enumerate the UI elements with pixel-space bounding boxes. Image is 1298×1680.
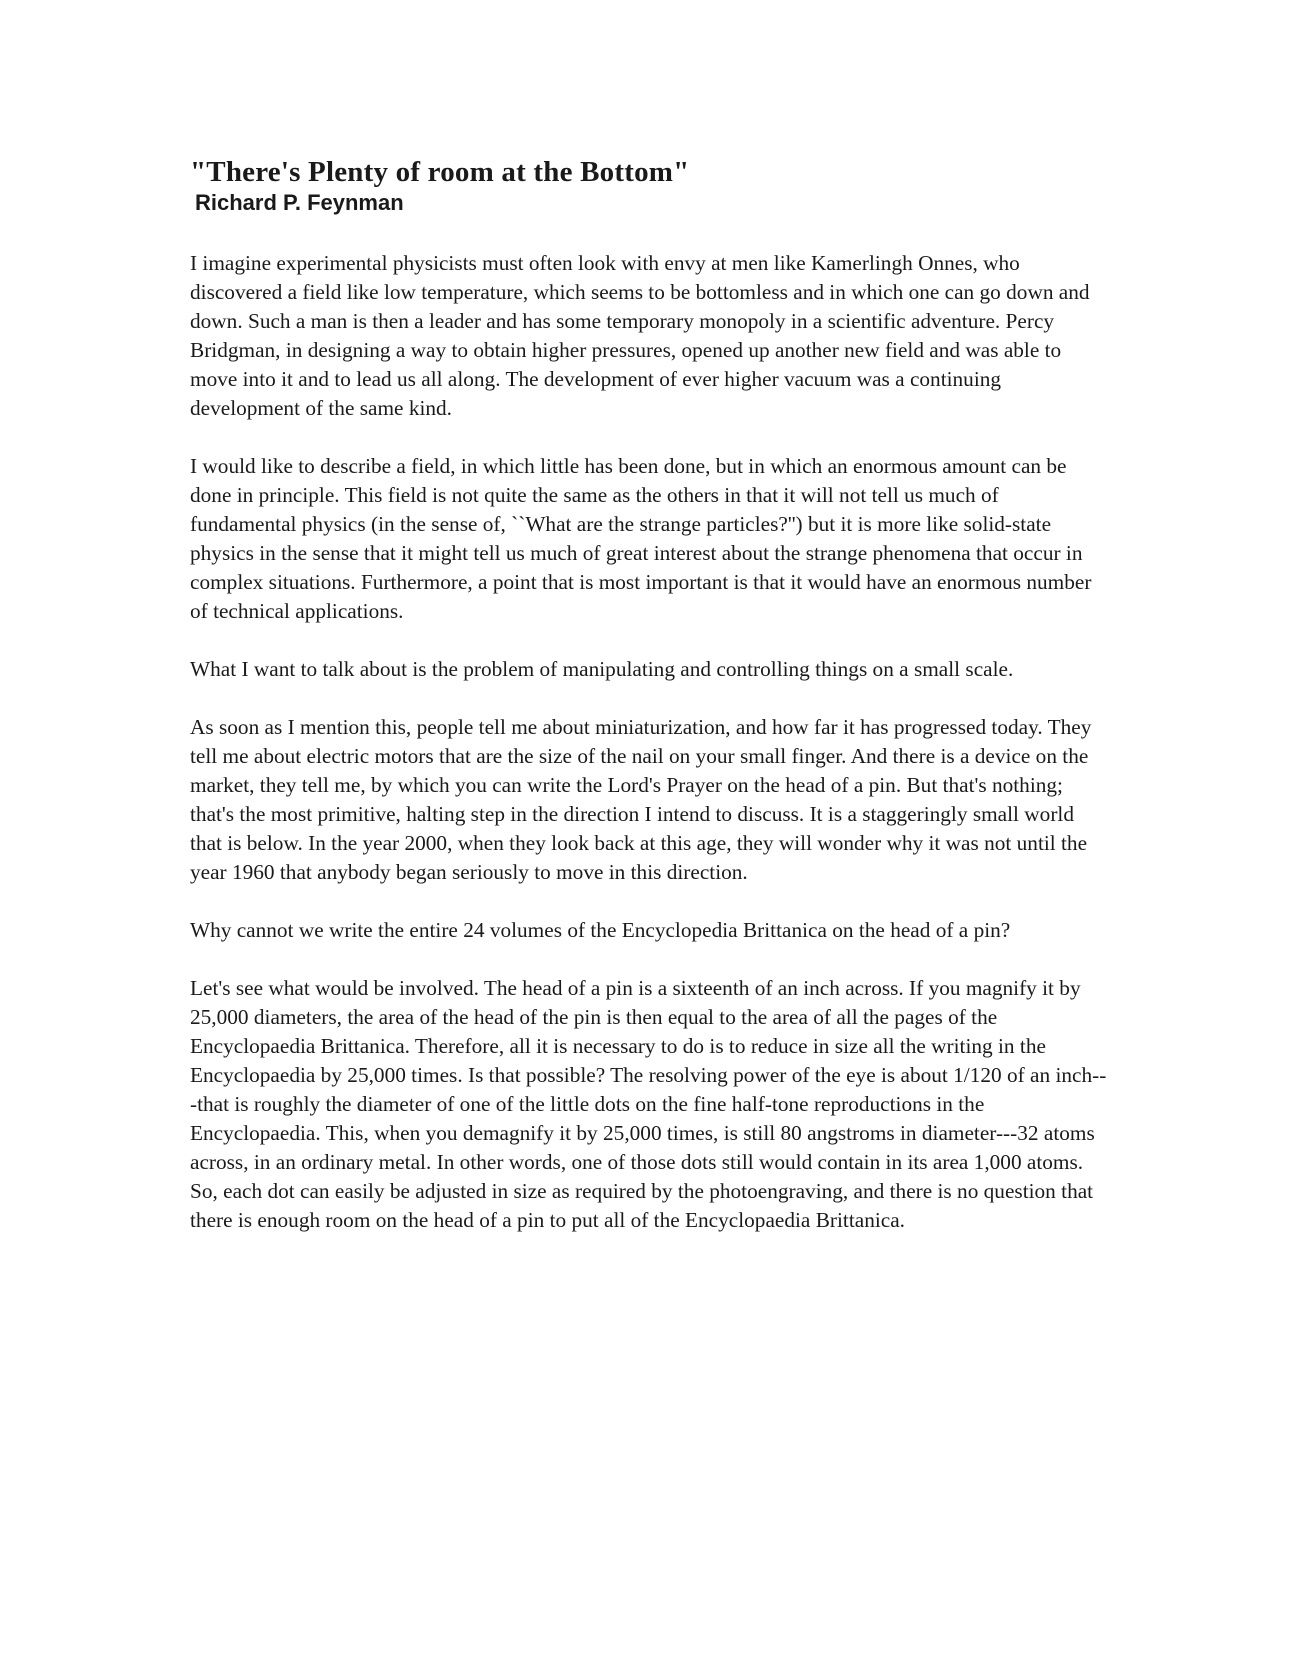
paragraph-3: What I want to talk about is the problem of manipulating and controlling things on a small scale. bbox=[190, 657, 1014, 681]
document-page bbox=[190, 155, 1110, 1264]
document-author: Richard P. Feynman bbox=[195, 190, 404, 215]
paragraph-4: As soon as I mention this, people tell me about miniaturization, and how far it has progressed today. They tell me about electric motors that are the size of the nail on your small finger. And there is a device on the market, they tell me, by which you can write the Lord's Prayer on the head of a pin. But that's nothing; that's the most primitive, halting step in the direction I intend to discuss. It is a staggeringly small world that is below. In the year 2000, when they look back at this age, they will wonder why it was not until the year 1960 that anybody began seriously to move in this direction. bbox=[190, 715, 1092, 884]
paragraph-6: Let's see what would be involved. The head of a pin is a sixteenth of an inch across. If you magnify it by 25,000 diameters, the area of the head of the pin is then equal to the area of all the pages of the Encyclopaedia Brittanica. Therefore, all it is necessary to do is to reduce in size all the writing in the Encyclopaedia by 25,000 times. Is that possible? The resolving power of the eye is about 1/120 of an inch---that is roughly the diameter of one of the little dots on the fine half-tone reproductions in the Encyclopaedia. This, when you demagnify it by 25,000 times, is still 80 angstroms in diameter---32 atoms across, in an ordinary metal. In other words, one of those dots still would contain in its area 1,000 atoms. So, each dot can easily be adjusted in size as required by the photoengraving, and there is no question that there is enough room on the head of a pin to put all of the Encyclopaedia Brittanica. bbox=[190, 976, 1107, 1232]
paragraph-5: Why cannot we write the entire 24 volumes of the Encyclopedia Brittanica on the head of a pin? bbox=[190, 918, 1011, 942]
paragraph-2: I would like to describe a field, in which little has been done, but in which an enormous amount can be done in principle. This field is not quite the same as the others in that it will not tell us much of fundamental physics (in the sense of, ``What are the strange particles?'') but it is more like solid-state physics in the sense that it might tell us much of great interest about the strange phenomena that occur in complex situations. Furthermore, a point that is most important is that it would have an enormous number of technical applications. bbox=[190, 454, 1092, 623]
document-body bbox=[190, 249, 1110, 1235]
paragraph-1: I imagine experimental physicists must often look with envy at men like Kamerlingh Onnes, who discovered a field like low temperature, which seems to be bottomless and in which one can go down and down. Such a man is then a leader and has some temporary monopoly in a scientific adventure. Percy Bridgman, in designing a way to obtain higher pressures, opened up another new field and was able to move into it and to lead us all along. The development of ever higher vacuum was a continuing development of the same kind. bbox=[190, 251, 1090, 420]
document-title: "There's Plenty of room at the Bottom" bbox=[190, 156, 690, 188]
